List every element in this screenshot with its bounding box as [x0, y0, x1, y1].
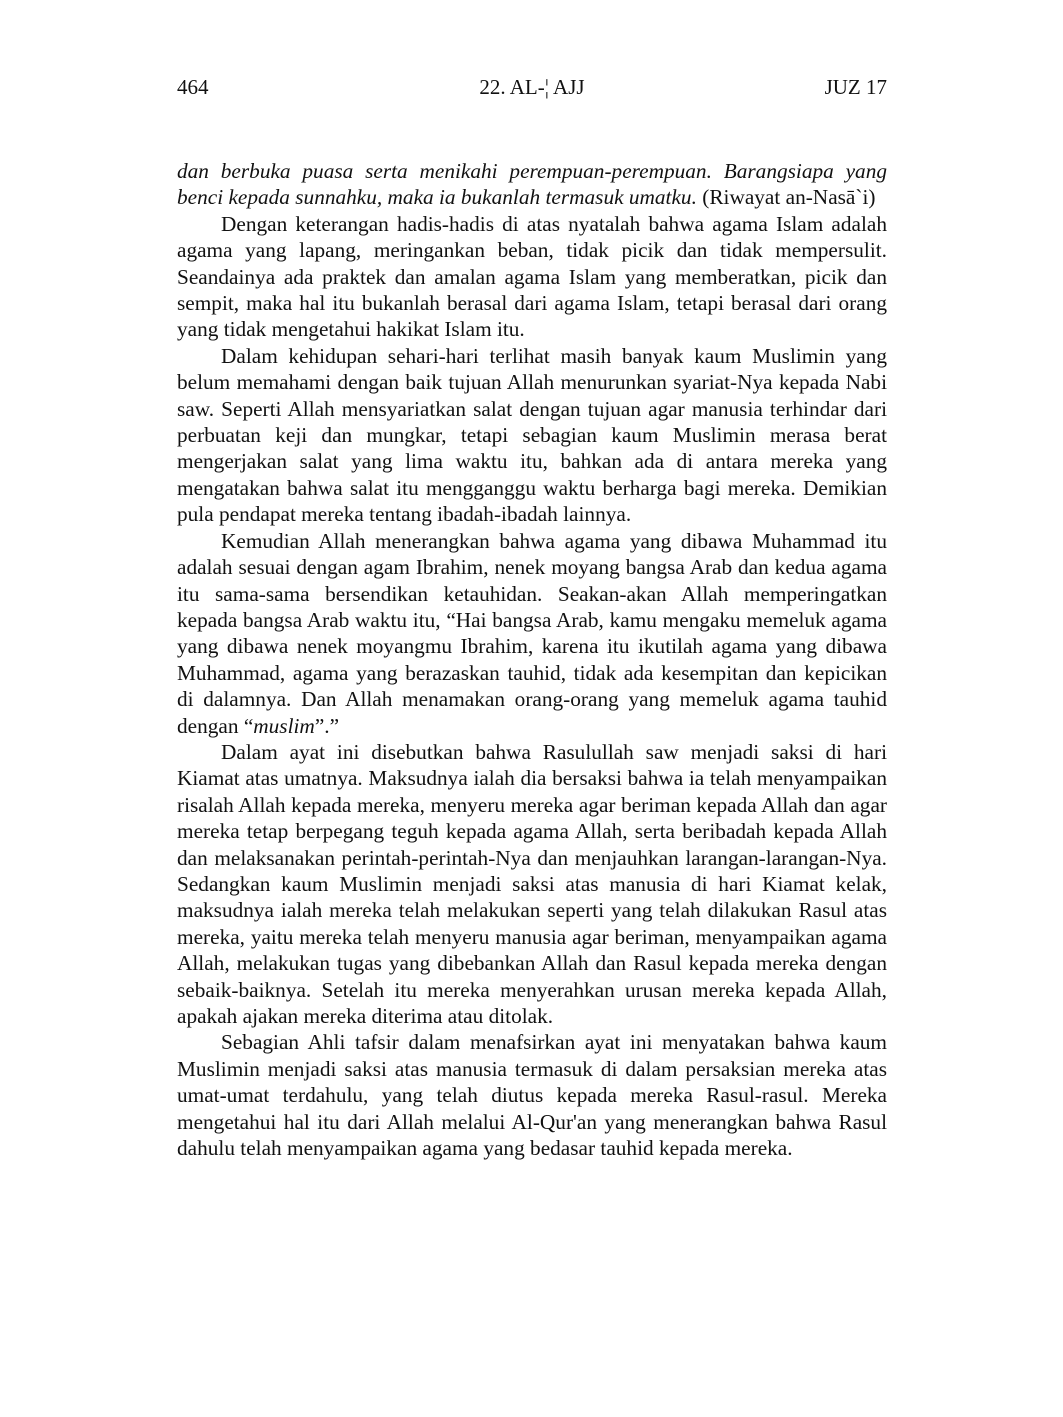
document-page	[177, 72, 887, 1161]
paragraph: Dalam ayat ini disebutkan bahwa Rasulullah saw menjadi saksi di hari Kiamat atas umatnya. Maksudnya ialah dia bersaksi bahwa ia telah menyampaikan risalah Allah kepada mereka, menyeru mereka agar beriman kepada Allah dan agar mereka tetap berpegang teguh kepada agama Allah, serta beribadah kepada Allah dan melaksanakan perintah-perintah-Nya dan menjauhkan larangan-larangan-Nya. Sedangkan kaum Muslimin menjadi saksi atas manusia di hari Kiamat kelak, maksudnya ialah mereka telah melakukan seperti yang telah dilakukan Rasul atas mereka, yaitu mereka telah menyeru manusia agar beriman, menyampaikan agama Allah, melakukan tugas yang dibebankan Allah dan Rasul kepada mereka dengan sebaik-baiknya. Setelah itu mereka menyerahkan urusan mereka kepada Allah, apakah ajakan mereka diterima atau ditolak.	[177, 739, 887, 1028]
italic-term: muslim	[253, 713, 315, 738]
paragraph: Sebagian Ahli tafsir dalam menafsirkan ayat ini menyatakan bahwa kaum Muslimin menjadi saksi atas manusia termasuk di dalam persaksian mereka atas umat-umat terdahulu, yang telah diutus kepada mereka Rasul-rasul. Mereka mengetahui hal itu dari Allah melalui Al-Qur'an yang menerangkan bahwa Rasul dahulu telah menyampaikan agama yang bedasar tauhid kepada mereka.	[177, 1030, 887, 1161]
page-number: 464	[177, 75, 209, 99]
body-text	[177, 158, 887, 1161]
chapter-title: 22. AL-¦ AJJ	[479, 75, 585, 99]
paragraph-hadith-ending	[177, 158, 887, 211]
paragraph: Dalam kehidupan sehari-hari terlihat masih banyak kaum Muslimin yang belum memahami dengan baik tujuan Allah menurunkan syariat-Nya kepada Nabi saw. Seperti Allah mensyariatkan salat dengan tujuan agar manusia terhindar dari perbuatan keji dan mungkar, tetapi sebagian kaum Muslimin merasa berat mengerjakan salat yang lima waktu itu, bahkan ada di antara mereka yang mengatakan bahwa salat itu mengganggu waktu berharga bagi mereka. Demikian pula pendapat mereka tentang ibadah-ibadah lainnya.	[177, 343, 887, 527]
paragraph-tail: ”.”	[314, 713, 340, 738]
paragraph: Dengan keterangan hadis-hadis di atas nyatalah bahwa agama Islam adalah agama yang lapang, meringankan beban, tidak picik dan tidak mempersulit. Seandainya ada praktek dan amalan agama Islam yang memberatkan, picik dan sempit, maka hal itu bukanlah berasal dari agama Islam, tetapi berasal dari orang yang tidak mengetahui hakikat Islam itu.	[177, 211, 887, 342]
hadith-quote: dan berbuka puasa serta menikahi perempuan-perempuan. Barangsiapa yang benci kepada sunnahku, maka ia bukanlah termasuk umatku.	[177, 159, 887, 210]
juz-label: JUZ 17	[824, 75, 887, 99]
hadith-source: (Riwayat an-Nasā`i)	[696, 185, 876, 210]
paragraph	[177, 528, 887, 739]
running-header	[177, 72, 887, 106]
paragraph-text: Kemudian Allah menerangkan bahwa agama yang dibawa Muhammad itu adalah sesuai dengan agam Ibrahim, nenek moyang bangsa Arab dan kedua agama itu sama-sama bersendikan ketauhidan. Seakan-akan Allah memperingatkan kepada bangsa Arab waktu itu, “Hai bangsa Arab, kamu mengaku memeluk agama yang dibawa nenek moyangmu Ibrahim, karena itu ikutilah agama yang dibawa Muhammad, agama yang berazaskan tauhid, tidak ada kesempitan dan kepicikan di dalamnya. Dan Allah menamakan orang-orang yang memeluk agama tauhid dengan “	[177, 528, 887, 738]
